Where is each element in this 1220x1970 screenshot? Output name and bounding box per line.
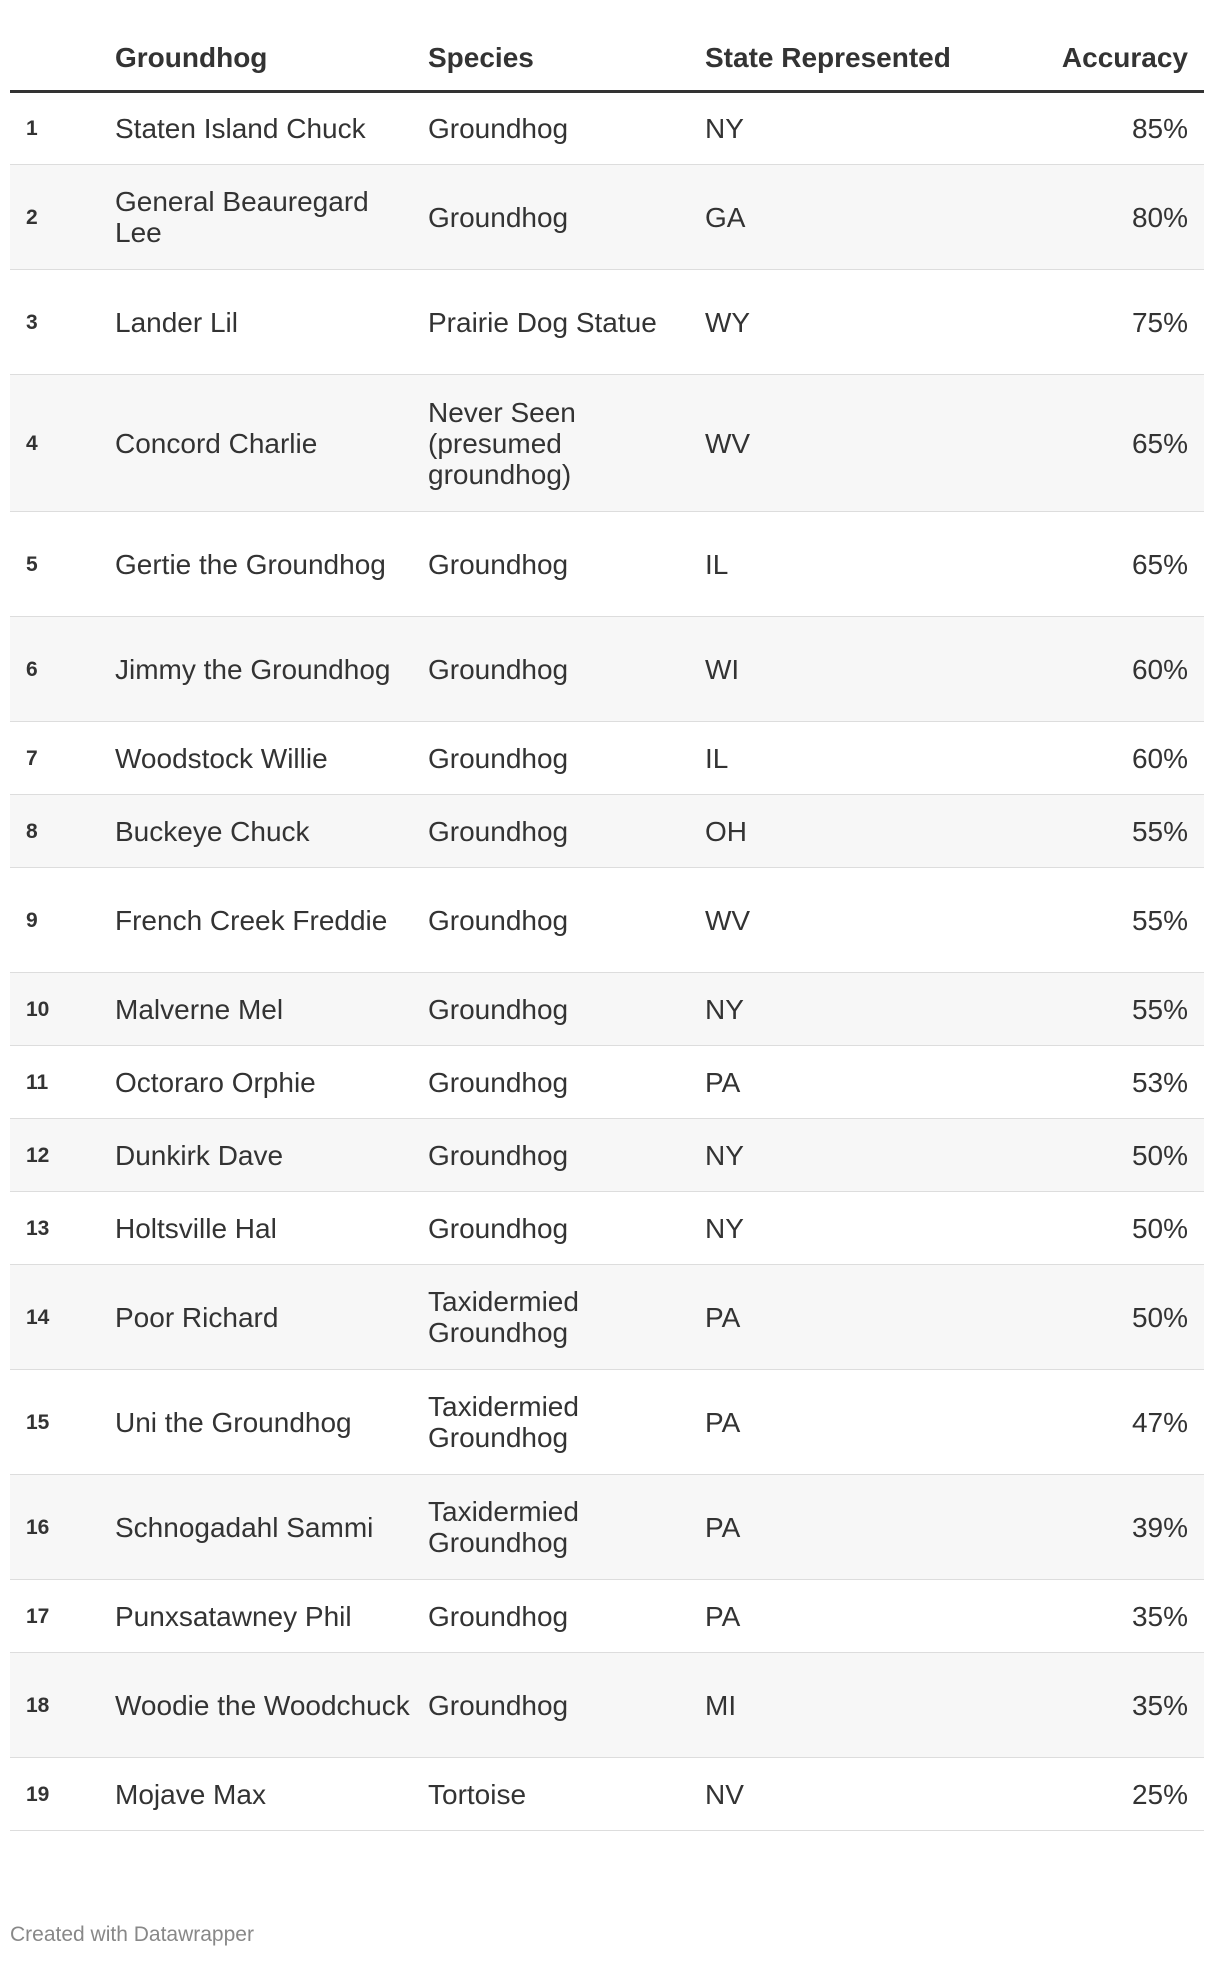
state-cell: MI bbox=[705, 1653, 1005, 1758]
species-cell: Groundhog bbox=[428, 1653, 705, 1758]
rank-cell: 11 bbox=[10, 1046, 115, 1119]
accuracy-cell: 60% bbox=[1005, 617, 1204, 722]
rank-cell: 19 bbox=[10, 1758, 115, 1831]
rank-cell: 12 bbox=[10, 1119, 115, 1192]
state-cell: PA bbox=[705, 1475, 1005, 1580]
groundhog-cell: Staten Island Chuck bbox=[115, 92, 428, 165]
accuracy-cell: 55% bbox=[1005, 795, 1204, 868]
header-state[interactable]: State Represented bbox=[705, 40, 1005, 92]
species-cell: Groundhog bbox=[428, 722, 705, 795]
accuracy-cell: 85% bbox=[1005, 92, 1204, 165]
groundhog-cell: Punxsatawney Phil bbox=[115, 1580, 428, 1653]
state-cell: OH bbox=[705, 795, 1005, 868]
species-cell: Prairie Dog Statue bbox=[428, 270, 705, 375]
accuracy-cell: 55% bbox=[1005, 868, 1204, 973]
state-cell: NV bbox=[705, 1758, 1005, 1831]
state-cell: IL bbox=[705, 512, 1005, 617]
groundhog-cell: Concord Charlie bbox=[115, 375, 428, 512]
table-row bbox=[10, 512, 1204, 617]
groundhog-cell: Malverne Mel bbox=[115, 973, 428, 1046]
accuracy-cell: 35% bbox=[1005, 1653, 1204, 1758]
rank-cell: 8 bbox=[10, 795, 115, 868]
header-groundhog[interactable]: Groundhog bbox=[115, 40, 428, 92]
table-body bbox=[10, 92, 1204, 1831]
groundhog-cell: Octoraro Orphie bbox=[115, 1046, 428, 1119]
header-species[interactable]: Species bbox=[428, 40, 705, 92]
state-cell: WY bbox=[705, 270, 1005, 375]
species-cell: Groundhog bbox=[428, 1580, 705, 1653]
state-cell: PA bbox=[705, 1580, 1005, 1653]
species-cell: Taxidermied Groundhog bbox=[428, 1475, 705, 1580]
table-row bbox=[10, 973, 1204, 1046]
table-row bbox=[10, 270, 1204, 375]
species-cell: Groundhog bbox=[428, 1192, 705, 1265]
groundhog-cell: Poor Richard bbox=[115, 1265, 428, 1370]
species-cell: Groundhog bbox=[428, 973, 705, 1046]
species-cell: Groundhog bbox=[428, 1119, 705, 1192]
accuracy-cell: 47% bbox=[1005, 1370, 1204, 1475]
rank-cell: 6 bbox=[10, 617, 115, 722]
table-row bbox=[10, 375, 1204, 512]
table-row bbox=[10, 868, 1204, 973]
table-row bbox=[10, 1653, 1204, 1758]
table-row bbox=[10, 1192, 1204, 1265]
groundhog-cell: Mojave Max bbox=[115, 1758, 428, 1831]
species-cell: Groundhog bbox=[428, 1046, 705, 1119]
header-row bbox=[10, 40, 1204, 92]
state-cell: PA bbox=[705, 1370, 1005, 1475]
groundhog-cell: Lander Lil bbox=[115, 270, 428, 375]
rank-cell: 16 bbox=[10, 1475, 115, 1580]
rank-cell: 3 bbox=[10, 270, 115, 375]
table-row bbox=[10, 1265, 1204, 1370]
table-row bbox=[10, 1475, 1204, 1580]
accuracy-cell: 80% bbox=[1005, 165, 1204, 270]
species-cell: Taxidermied Groundhog bbox=[428, 1265, 705, 1370]
table-row bbox=[10, 1119, 1204, 1192]
species-cell: Groundhog bbox=[428, 512, 705, 617]
accuracy-cell: 65% bbox=[1005, 375, 1204, 512]
accuracy-cell: 60% bbox=[1005, 722, 1204, 795]
table-row bbox=[10, 1580, 1204, 1653]
groundhog-cell: French Creek Freddie bbox=[115, 868, 428, 973]
rank-cell: 1 bbox=[10, 92, 115, 165]
species-cell: Never Seen (presumed groundhog) bbox=[428, 375, 705, 512]
accuracy-cell: 39% bbox=[1005, 1475, 1204, 1580]
accuracy-cell: 50% bbox=[1005, 1192, 1204, 1265]
species-cell: Tortoise bbox=[428, 1758, 705, 1831]
state-cell: PA bbox=[705, 1265, 1005, 1370]
accuracy-cell: 55% bbox=[1005, 973, 1204, 1046]
groundhog-cell: Woodstock Willie bbox=[115, 722, 428, 795]
rank-cell: 15 bbox=[10, 1370, 115, 1475]
state-cell: WI bbox=[705, 617, 1005, 722]
accuracy-cell: 35% bbox=[1005, 1580, 1204, 1653]
table-container bbox=[10, 40, 1204, 1831]
accuracy-cell: 50% bbox=[1005, 1119, 1204, 1192]
accuracy-cell: 25% bbox=[1005, 1758, 1204, 1831]
species-cell: Groundhog bbox=[428, 92, 705, 165]
rank-cell: 5 bbox=[10, 512, 115, 617]
table-row bbox=[10, 1370, 1204, 1475]
species-cell: Groundhog bbox=[428, 795, 705, 868]
rank-cell: 10 bbox=[10, 973, 115, 1046]
groundhog-cell: Gertie the Groundhog bbox=[115, 512, 428, 617]
accuracy-cell: 53% bbox=[1005, 1046, 1204, 1119]
groundhog-cell: Jimmy the Groundhog bbox=[115, 617, 428, 722]
rank-cell: 4 bbox=[10, 375, 115, 512]
rank-cell: 2 bbox=[10, 165, 115, 270]
header-rank bbox=[10, 40, 115, 92]
rank-cell: 14 bbox=[10, 1265, 115, 1370]
species-cell: Groundhog bbox=[428, 617, 705, 722]
rank-cell: 9 bbox=[10, 868, 115, 973]
table-row bbox=[10, 722, 1204, 795]
species-cell: Taxidermied Groundhog bbox=[428, 1370, 705, 1475]
groundhog-cell: General Beauregard Lee bbox=[115, 165, 428, 270]
state-cell: NY bbox=[705, 1119, 1005, 1192]
species-cell: Groundhog bbox=[428, 868, 705, 973]
datawrapper-credit[interactable]: Created with Datawrapper bbox=[10, 1923, 254, 1946]
state-cell: IL bbox=[705, 722, 1005, 795]
state-cell: WV bbox=[705, 375, 1005, 512]
groundhog-cell: Buckeye Chuck bbox=[115, 795, 428, 868]
state-cell: NY bbox=[705, 973, 1005, 1046]
table-row bbox=[10, 1758, 1204, 1831]
groundhog-cell: Holtsville Hal bbox=[115, 1192, 428, 1265]
groundhog-cell: Woodie the Woodchuck bbox=[115, 1653, 428, 1758]
groundhog-accuracy-table bbox=[10, 40, 1204, 1831]
accuracy-cell: 75% bbox=[1005, 270, 1204, 375]
table-row bbox=[10, 617, 1204, 722]
rank-cell: 7 bbox=[10, 722, 115, 795]
table-row bbox=[10, 92, 1204, 165]
state-cell: GA bbox=[705, 165, 1005, 270]
header-accuracy[interactable]: Accuracy bbox=[1005, 40, 1204, 92]
table-row bbox=[10, 1046, 1204, 1119]
state-cell: NY bbox=[705, 1192, 1005, 1265]
state-cell: WV bbox=[705, 868, 1005, 973]
table-row bbox=[10, 795, 1204, 868]
accuracy-cell: 50% bbox=[1005, 1265, 1204, 1370]
rank-cell: 13 bbox=[10, 1192, 115, 1265]
rank-cell: 18 bbox=[10, 1653, 115, 1758]
groundhog-cell: Schnogadahl Sammi bbox=[115, 1475, 428, 1580]
groundhog-cell: Dunkirk Dave bbox=[115, 1119, 428, 1192]
groundhog-cell: Uni the Groundhog bbox=[115, 1370, 428, 1475]
state-cell: NY bbox=[705, 92, 1005, 165]
accuracy-cell: 65% bbox=[1005, 512, 1204, 617]
species-cell: Groundhog bbox=[428, 165, 705, 270]
table-row bbox=[10, 165, 1204, 270]
state-cell: PA bbox=[705, 1046, 1005, 1119]
rank-cell: 17 bbox=[10, 1580, 115, 1653]
